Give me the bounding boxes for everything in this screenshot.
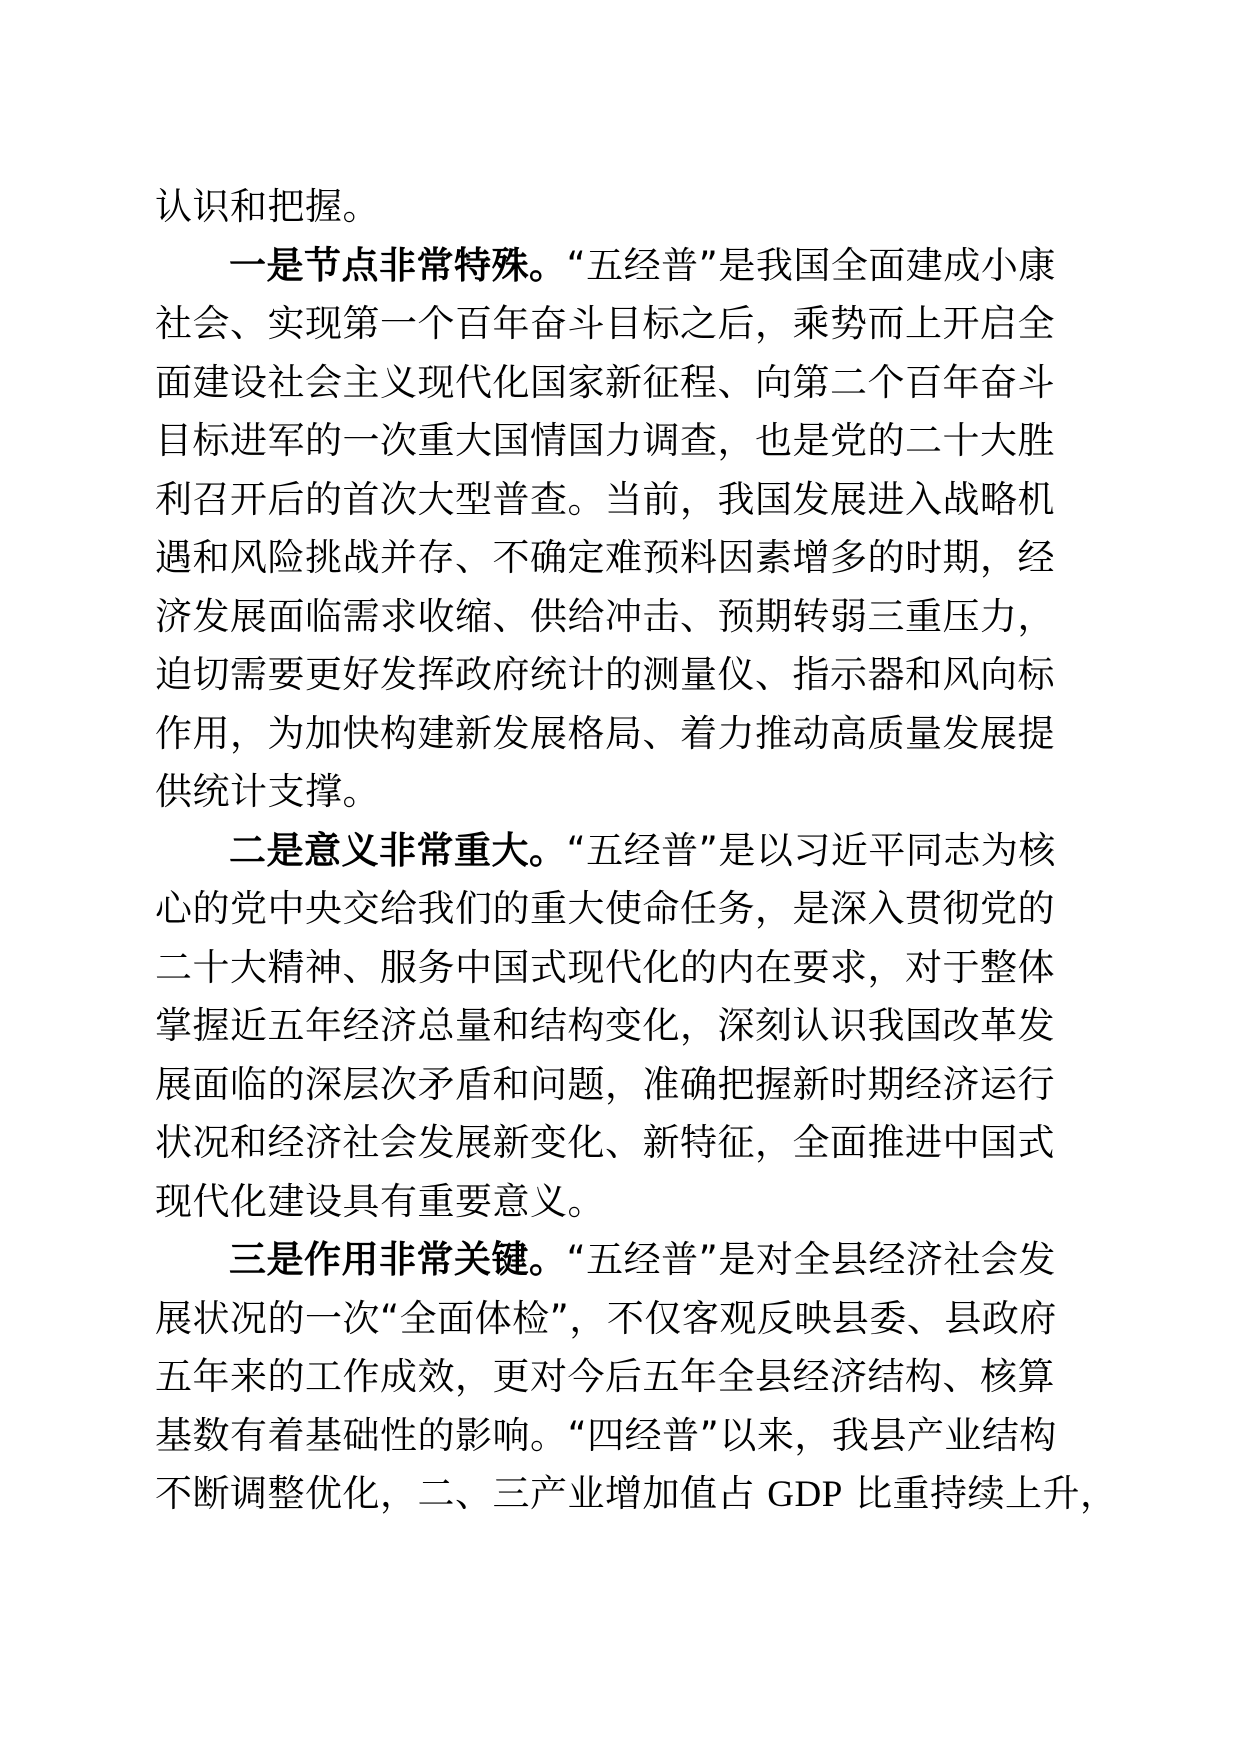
text-line-with-latin	[155, 1465, 1118, 1524]
text-line: 供统计支撑。	[155, 770, 380, 813]
text-line: 展状况的一次“全面体检”，不仅客观反映县委、县政府	[155, 1296, 1057, 1340]
text-line: 现代化建设具有重要意义。	[155, 1179, 605, 1223]
paragraph-first-line	[155, 237, 1073, 296]
text-span: 不断调整优化，二、三产业增加值占	[155, 1472, 755, 1515]
text-span: 比重持续上升，	[855, 1472, 1118, 1515]
paragraph-heading: 三是作用非常关键。	[229, 1238, 567, 1281]
text-line: 利召开后的首次大型普查。当前，我国发展进入战略机	[155, 477, 1055, 521]
text-line: 展面临的深层次矛盾和问题，准确把握新时期经济运行	[155, 1062, 1055, 1106]
text-line: 作用，为加快构建新发展格局、着力推动高质量发展提	[155, 711, 1055, 755]
text-line: 五年来的工作成效，更对今后五年全县经济结构、核算	[155, 1355, 1055, 1398]
paragraph-heading: 二是意义非常重大。	[229, 828, 567, 872]
text-line: 二十大精神、服务中国式现代化的内在要求，对于整体	[155, 945, 1055, 989]
text-span: “五经普”是以习近平同志为核	[566, 828, 1056, 872]
text-line: 济发展面临需求收缩、供给冲击、预期转弱三重压力，	[155, 594, 1055, 638]
paragraph-first-line	[155, 822, 1073, 881]
text-line: 目标进军的一次重大国情国力调查，也是党的二十大胜	[155, 419, 1055, 462]
text-span: “五经普”是对全县经济社会发	[566, 1238, 1056, 1281]
paragraph-first-line	[155, 1231, 1073, 1290]
text-line: 认识和把握。	[155, 185, 380, 228]
text-line: 面建设社会主义现代化国家新征程、向第二个百年奋斗	[155, 360, 1055, 404]
text-line: 遇和风险挑战并存、不确定难预料因素增多的时期，经	[155, 536, 1055, 579]
text-line: 掌握近五年经济总量和结构变化，深刻认识我国改革发	[155, 1004, 1055, 1047]
text-span: “五经普”是我国全面建成小康	[566, 243, 1056, 287]
text-line: 基数有着基础性的影响。“四经普”以来，我县产业结构	[155, 1413, 1057, 1457]
text-line: 心的党中央交给我们的重大使命任务，是深入贯彻党的	[155, 887, 1055, 930]
text-line: 状况和经济社会发展新变化、新特征，全面推进中国式	[155, 1121, 1055, 1164]
document-page	[155, 178, 1118, 1524]
text-line: 社会、实现第一个百年奋斗目标之后，乘势而上开启全	[155, 302, 1055, 345]
paragraph-heading: 一是节点非常特殊。	[229, 243, 567, 287]
latin-term: GDP	[767, 1474, 843, 1515]
text-line: 迫切需要更好发挥政府统计的测量仪、指示器和风向标	[155, 653, 1055, 696]
